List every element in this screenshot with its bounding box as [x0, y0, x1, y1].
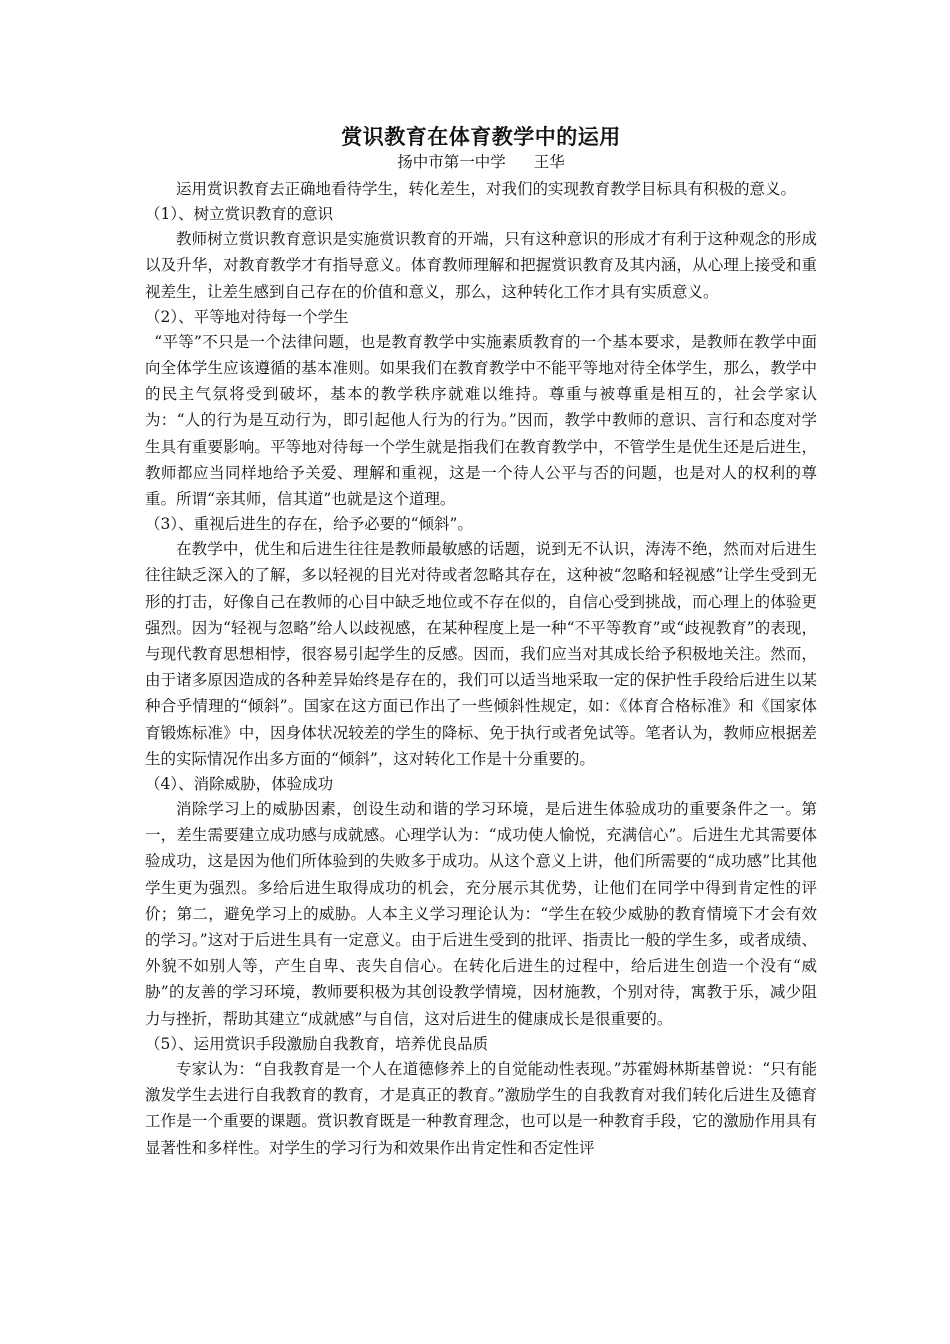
school-name: 扬中市第一中学	[397, 153, 506, 171]
section-heading: （3）、重视后进生的存在，给予必要的“倾斜”。	[145, 515, 473, 534]
section-heading: （1）、树立赏识教育的意识	[145, 205, 334, 224]
section-paragraph: 教师树立赏识教育意识是实施赏识教育的开端，只有这种意识的形成才有利于这种观念的形成以及升华，对教育教学才有指导意义。体育教师理解和把握赏识教育及其内涵，从心理上接受和重视差生，让差生感到自己存在的价值和意义，那么，这种转化工作才具有实质意义。	[145, 230, 817, 301]
intro-paragraph: 运用赏识教育去正确地看待学生，转化差生，对我们的实现教育教学目标具有积极的意义。	[176, 180, 797, 198]
section-heading: （2）、平等地对待每一个学生	[145, 307, 349, 326]
section-paragraph: 在教学中，优生和后进生往往是教师最敏感的话题，说到无不认识，涛涛不绝，然而对后进生往往缺乏深入的了解，多以轻视的目光对待或者忽略其存在，这种被“忽略和轻视感”让学生受到无形的打击，好像自己在教师的心目中缺乏地位或不存在似的，自信心受到挑战，而心理上的体验更强烈。因为“轻视与忽略”给人以歧视感，在某种程度上是一种“不平等教育”或“歧视教育”的表现，与现代教育思想相悖，很容易引起学生的反感。因而，我们应当对其成长给予积极地关注。然而，由于诸多原因造成的各种差异始终是存在的，我们可以适当地采取一定的保护性手段给后进生以某种合乎情理的“倾斜”。国家在这方面已作出了一些倾斜性规定，如：《体育合格标准》和《国家体育锻炼标准》中，因身体状况较差的学生的降标、免于执行或者免试等。笔者认为，教师应根据差生的实际情况作出多方面的“倾斜”，这对转化工作是十分重要的。	[145, 540, 817, 768]
section-5	[145, 1032, 817, 1161]
section-paragraph: “平等”不只是一个法律问题，也是教育教学中实施素质教育的一个基本要求，是教师在教学中面向全体学生应该遵循的基本准则。如果我们在教育教学中不能平等地对待全体学生，那么，教学中的民主气氛将受到破坏，基本的教学秩序就难以维持。尊重与被尊重是相互的，社会学家认为：“人的行为是互动行为，即引起他人行为的行为。”因而，教学中教师的意识、言行和态度对学生具有重要影响。平等地对待每一个学生就是指我们在教育教学中，不管学生是优生还是后进生，教师都应当同样地给予关爱、理解和重视，这是一个待人公平与否的问题，也是对人的权利的尊重。所谓“亲其师，信其道”也就是这个道理。	[145, 332, 817, 509]
section-paragraph: 专家认为：“自我教育是一个人在道德修养上的自觉能动性表现。”苏霍姆林斯基曾说：“只有能激发学生去进行自我教育的教育，才是真正的教育。”激励学生的自我教育对我们转化后进生及德育工作是一个重要的课题。赏识教育既是一种教育理念，也可以是一种教育手段，它的激励作用具有显著性和多样性。对学生的学习行为和效果作出肯定性和否定性评	[145, 1059, 817, 1157]
document-title: 赏识教育在体育教学中的运用	[341, 125, 621, 149]
section-2	[145, 305, 817, 512]
section-heading: （4）、消除威胁，体验成功	[145, 775, 334, 794]
section-heading: （5）、运用赏识手段激励自我教育，培养优良品质	[145, 1034, 489, 1053]
section-4	[145, 772, 817, 1032]
author-name: 王华	[533, 153, 565, 171]
section-1	[145, 202, 817, 305]
section-3	[145, 512, 817, 772]
section-paragraph: 消除学习上的威胁因素，创设生动和谐的学习环境，是后进生体验成功的重要条件之一。第一，差生需要建立成功感与成就感。心理学认为：“成功使人愉悦，充满信心”。后进生尤其需要体验成功，这是因为他们所体验到的失败多于成功。从这个意义上讲，他们所需要的“成功感”比其他学生更为强烈。多给后进生取得成功的机会，充分展示其优势，让他们在同学中得到肯定性的评价；第二，避免学习上的威胁。人本主义学习理论认为：“学生在较少威胁的教育情境下才会有效的学习。”这对于后进生具有一定意义。由于后进生受到的批评、指责比一般的学生多，或者成绩、外貌不如别人等，产生自卑、丧失自信心。在转化后进生的过程中，给后进生创造一个没有“威胁”的友善的学习环境，教师要积极为其创设教学情境，因材施教，个别对待，寓教于乐，减少阻力与挫折，帮助其建立“成就感”与自信，这对后进生的健康成长是很重要的。	[145, 800, 817, 1028]
document-page	[145, 122, 817, 1161]
byline	[145, 152, 817, 172]
